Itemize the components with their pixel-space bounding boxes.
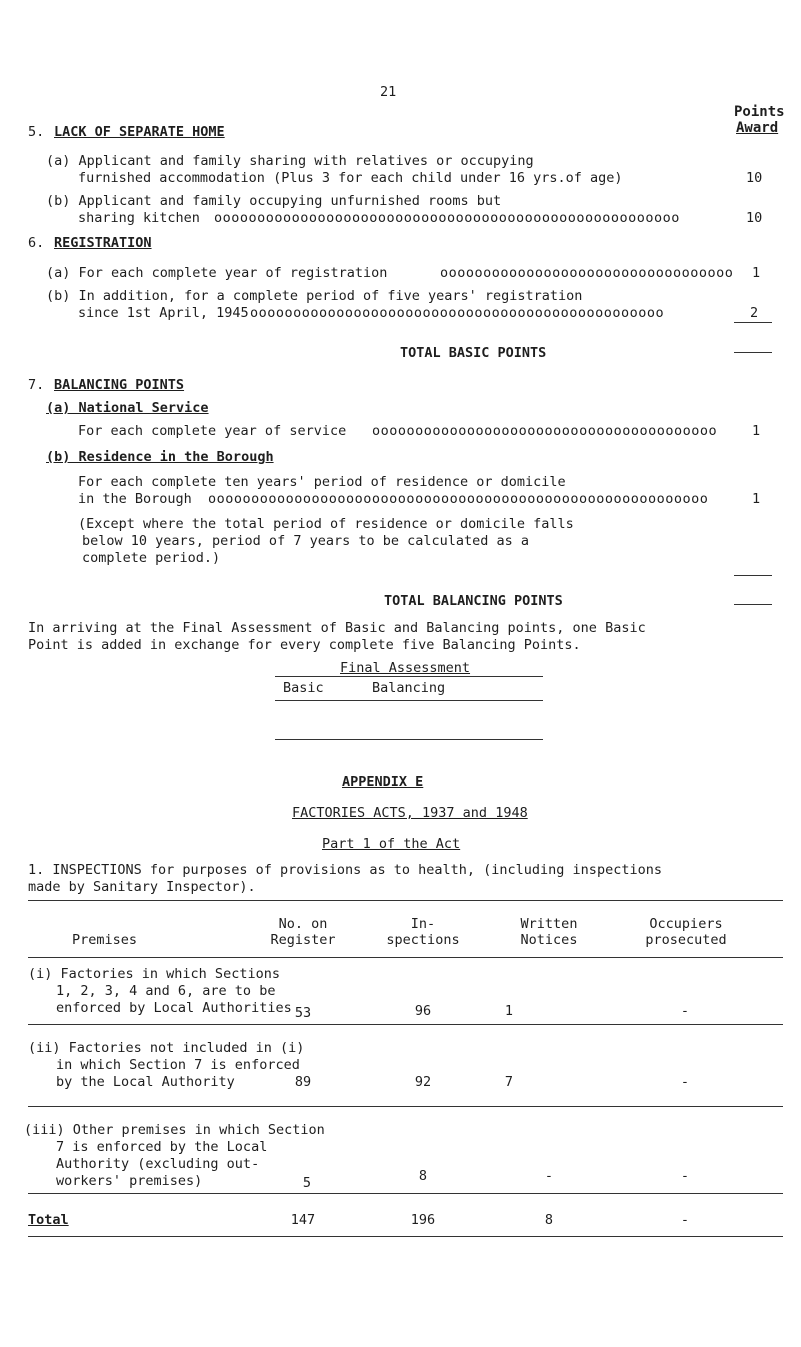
section-7b-points: 1	[752, 491, 761, 507]
section-5-number: 5.	[28, 124, 45, 140]
total-register: 147	[290, 1212, 316, 1228]
section-6b-line2: since 1st April, 1945	[78, 305, 249, 321]
section-7b-note-line3: complete period.)	[82, 550, 221, 566]
row-label-line4: workers' premises)	[56, 1173, 203, 1189]
header-notices-line2: Notices	[520, 932, 578, 948]
dot-leader: oooooooooooooooooooooooooooooooooooooooooooooooooooooo	[214, 210, 680, 226]
row-label-line3: enforced by Local Authorities	[56, 1000, 292, 1016]
total-balancing-points-label: TOTAL BALANCING POINTS	[384, 593, 563, 609]
table-rule	[28, 957, 783, 958]
row-label-line1: (i) Factories in which Sections	[28, 966, 280, 982]
divider	[734, 352, 772, 353]
row-label-line2: in which Section 7 is enforced	[56, 1057, 300, 1073]
section-5-title: LACK OF SEPARATE HOME	[54, 124, 225, 140]
header-inspections	[378, 916, 468, 948]
row-label-line1: (ii) Factories not included in (i)	[28, 1040, 305, 1056]
points-header-line1: Points	[734, 104, 785, 120]
dot-leader: oooooooooooooooooooooooooooooooooo	[440, 265, 734, 281]
row-register: 89	[294, 1074, 312, 1090]
header-inspections-line2: spections	[386, 932, 460, 948]
final-assessment-balancing: Balancing	[372, 680, 446, 696]
appendix-title: APPENDIX E	[342, 774, 424, 790]
row-label-line1: (iii) Other premises in which Section	[24, 1122, 325, 1138]
section-7a-heading: (a) National Service	[46, 400, 209, 416]
page-number: 21	[380, 84, 397, 100]
header-occupiers	[628, 916, 744, 948]
row-register: 5	[302, 1175, 312, 1191]
section-5b-points: 10	[746, 210, 763, 226]
row-inspections: 92	[414, 1074, 432, 1090]
table-rule	[28, 1106, 783, 1107]
appendix-part: Part 1 of the Act	[322, 836, 461, 852]
header-register-line2: Register	[270, 932, 336, 948]
section-7-number: 7.	[28, 377, 45, 393]
header-register	[258, 916, 348, 948]
row-label-line2: 7 is enforced by the Local	[56, 1139, 268, 1155]
row-inspections: 96	[414, 1003, 432, 1019]
row-inspections: 8	[418, 1168, 428, 1184]
section-7a-points: 1	[752, 423, 761, 439]
section-5a-points: 10	[746, 170, 763, 186]
total-basic-points-label: TOTAL BASIC POINTS	[400, 345, 547, 361]
section-7b-note-line2: below 10 years, period of 7 years to be calculated as a	[82, 533, 530, 549]
header-premises: Premises	[72, 932, 138, 948]
table-rule	[28, 1024, 783, 1025]
section-6-title: REGISTRATION	[54, 235, 152, 251]
section-7b-line1: For each complete ten years' period of residence or domicile	[78, 474, 566, 490]
total-inspections: 196	[410, 1212, 436, 1228]
inspections-line1: 1. INSPECTIONS for purposes of provisions as to health, (including inspections	[28, 862, 662, 878]
header-inspections-line1: In-	[410, 916, 436, 932]
header-occupiers-line1: Occupiers	[649, 916, 723, 932]
row-notices: -	[544, 1168, 554, 1184]
row-occupiers: -	[680, 1003, 690, 1019]
dot-leader: oooooooooooooooooooooooooooooooooooooooo	[372, 423, 718, 439]
divider	[275, 739, 543, 740]
section-5a-line2: furnished accommodation (Plus 3 for each child under 16 yrs.of age)	[78, 170, 623, 186]
total-occupiers: -	[680, 1212, 690, 1228]
points-header-line2: Award	[736, 120, 779, 136]
dot-leader: oooooooooooooooooooooooooooooooooooooooooooooooo	[250, 305, 665, 321]
section-6-number: 6.	[28, 235, 45, 251]
total-label: Total	[28, 1212, 69, 1228]
row-occupiers: -	[680, 1168, 690, 1184]
divider	[734, 322, 772, 323]
row-label-line3: Authority (excluding out-	[56, 1156, 260, 1172]
dot-leader: oooooooooooooooooooooooooooooooooooooooooooooooooooooooooo	[208, 491, 709, 507]
row-register: 53	[294, 1005, 312, 1021]
divider	[734, 575, 772, 576]
header-notices-line1: Written	[520, 916, 578, 932]
section-7-title: BALANCING POINTS	[54, 377, 185, 393]
table-rule	[28, 1193, 783, 1194]
divider	[275, 676, 543, 677]
header-notices	[504, 916, 594, 948]
row-label-line2: 1, 2, 3, 4 and 6, are to be	[56, 983, 276, 999]
row-occupiers: -	[680, 1074, 690, 1090]
final-assessment-text-line2: Point is added in exchange for every complete five Balancing Points.	[28, 637, 581, 653]
final-assessment-basic: Basic	[283, 680, 324, 696]
final-assessment-text-line1: In arriving at the Final Assessment of Basic and Balancing points, one Basic	[28, 620, 646, 636]
appendix-subtitle: FACTORIES ACTS, 1937 and 1948	[292, 805, 528, 821]
section-6a-points: 1	[752, 265, 761, 281]
row-notices: 7	[504, 1074, 514, 1090]
section-6b-points: 2	[750, 305, 759, 321]
section-7b-line2: in the Borough	[78, 491, 192, 507]
section-6a-line1: (a) For each complete year of registration	[46, 265, 388, 281]
header-register-line1: No. on	[278, 916, 328, 932]
header-occupiers-line2: prosecuted	[645, 932, 727, 948]
table-bottom-rule	[28, 1236, 783, 1237]
total-notices: 8	[544, 1212, 554, 1228]
row-notices: 1	[504, 1003, 514, 1019]
section-7b-heading: (b) Residence in the Borough	[46, 449, 274, 465]
table-top-rule	[28, 900, 783, 901]
divider	[275, 700, 543, 701]
section-5a-line1: (a) Applicant and family sharing with relatives or occupying	[46, 153, 534, 169]
section-6b-line1: (b) In addition, for a complete period of five years' registration	[46, 288, 583, 304]
final-assessment-title: Final Assessment	[340, 660, 471, 676]
section-5b-line2: sharing kitchen	[78, 210, 200, 226]
inspections-line2: made by Sanitary Inspector).	[28, 879, 256, 895]
section-7a-line1: For each complete year of service	[78, 423, 347, 439]
row-label-line3: by the Local Authority	[56, 1074, 235, 1090]
section-5b-line1: (b) Applicant and family occupying unfurnished rooms but	[46, 193, 502, 209]
section-7b-note-line1: (Except where the total period of residence or domicile falls	[78, 516, 574, 532]
divider	[734, 604, 772, 605]
